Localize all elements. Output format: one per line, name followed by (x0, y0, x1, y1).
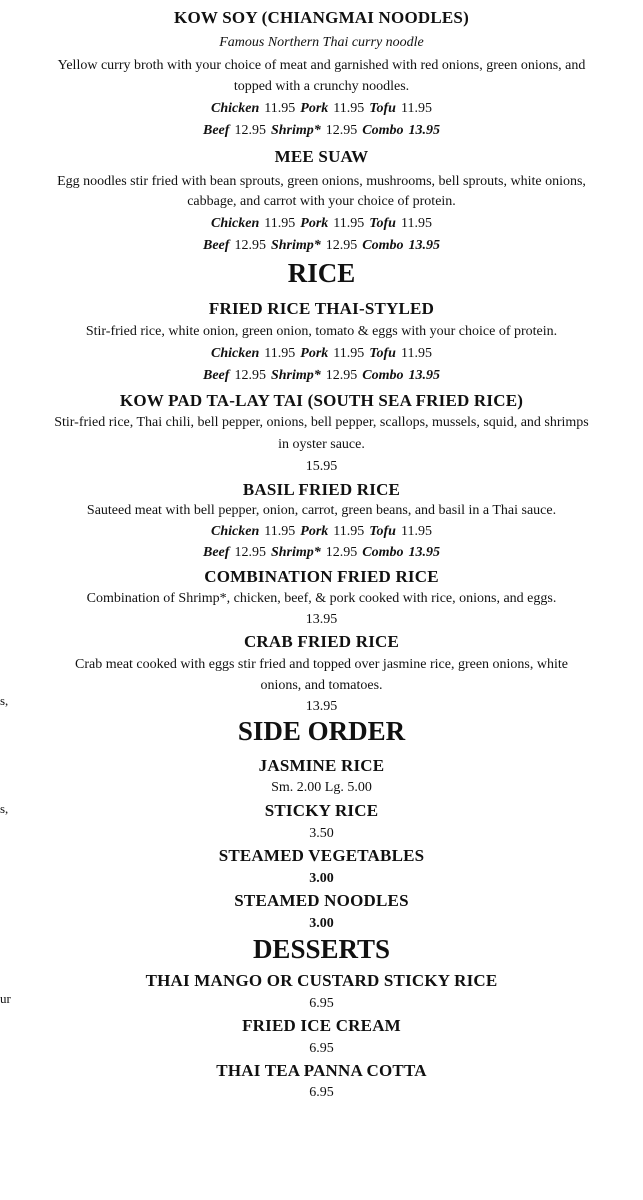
price-label: Combo (362, 238, 404, 253)
price-label: Tofu (369, 346, 396, 361)
item-title: STEAMED VEGETABLES (218, 846, 425, 865)
price-label: Beef (203, 545, 230, 560)
price-label: Shrimp* (270, 123, 321, 138)
price-value: 13.95 (408, 545, 440, 560)
item-title: BASIL FRIED RICE (242, 480, 401, 499)
price-row (0, 346, 643, 362)
price-label: Combo (362, 545, 404, 560)
item-price: 13.95 (305, 699, 338, 714)
item-title: THAI TEA PANNA COTTA (216, 1061, 427, 1080)
price-value: 13.95 (408, 123, 440, 138)
item-price: 3.50 (309, 826, 334, 841)
price-label: Pork (300, 216, 329, 231)
price-value: 12.95 (325, 238, 358, 253)
clipped-text-fragment: s, (0, 801, 9, 816)
price-value: 11.95 (400, 216, 432, 231)
price-label: Beef (203, 238, 230, 253)
section-heading: SIDE ORDER (237, 716, 406, 746)
price-label: Combo (362, 368, 404, 383)
price-value: 11.95 (400, 101, 432, 116)
price-value: 12.95 (325, 368, 358, 383)
item-subtitle: Famous Northern Thai curry noodle (219, 35, 424, 50)
price-value: 11.95 (333, 101, 365, 116)
price-value: 11.95 (264, 216, 296, 231)
price-value: 11.95 (333, 216, 365, 231)
item-price: 6.95 (309, 1085, 334, 1100)
price-value: 12.95 (234, 123, 266, 138)
item-title: JASMINE RICE (258, 756, 385, 775)
price-label: Tofu (369, 216, 396, 231)
item-price: 3.00 (309, 871, 334, 886)
price-label: Shrimp* (270, 368, 321, 383)
price-row (0, 545, 643, 561)
item-price: Sm. 2.00 Lg. 5.00 (271, 780, 372, 795)
item-description: Sauteed meat with bell pepper, onion, carrot, green beans, and basil in a Thai sauce. (86, 503, 557, 518)
item-price: 6.95 (309, 1041, 334, 1056)
price-row (0, 101, 643, 117)
item-price: 15.95 (305, 459, 338, 474)
item-description: Stir-fried rice, white onion, green onion, tomato & eggs with your choice of protein. (85, 324, 558, 339)
price-label: Pork (300, 524, 329, 539)
price-label: Combo (362, 123, 404, 138)
price-value: 13.95 (408, 368, 440, 383)
price-label: Pork (300, 346, 329, 361)
price-value: 11.95 (400, 346, 432, 361)
item-description: topped with a crunchy noodles. (233, 79, 410, 94)
price-label: Chicken (211, 346, 260, 361)
price-label: Chicken (211, 216, 260, 231)
item-title: FRIED ICE CREAM (242, 1016, 401, 1035)
item-price: 6.95 (309, 996, 334, 1011)
price-row (0, 368, 643, 384)
price-value: 12.95 (325, 545, 358, 560)
item-description: cabbage, and carrot with your choice of protein. (187, 194, 456, 209)
item-description: Yellow curry broth with your choice of meat and garnished with red onions, green onions, and (57, 58, 586, 73)
item-title: FRIED RICE THAI-STYLED (208, 299, 435, 318)
price-value: 11.95 (264, 524, 296, 539)
price-row (0, 216, 643, 232)
item-title: MEE SUAW (274, 147, 369, 166)
clipped-text-fragment: ur (0, 991, 11, 1006)
price-value: 11.95 (333, 346, 365, 361)
item-price: 13.95 (305, 612, 338, 627)
price-label: Tofu (369, 101, 396, 116)
price-value: 12.95 (234, 368, 266, 383)
price-label: Chicken (211, 524, 260, 539)
price-label: Beef (203, 123, 230, 138)
price-value: 12.95 (325, 123, 358, 138)
price-label: Beef (203, 368, 230, 383)
item-description: Crab meat cooked with eggs stir fried and topped over jasmine rice, green onions, white (75, 657, 568, 672)
price-label: Tofu (369, 524, 396, 539)
item-description: Combination of Shrimp*, chicken, beef, & pork cooked with rice, onions, and eggs. (86, 591, 557, 606)
price-value: 12.95 (234, 238, 266, 253)
item-title: COMBINATION FRIED RICE (204, 567, 439, 586)
price-value: 11.95 (264, 346, 296, 361)
item-description: Egg noodles stir fried with bean sprouts, green onions, mushrooms, bell sprouts, white onions, (57, 174, 586, 189)
item-description: Stir-fried rice, Thai chili, bell pepper, onions, bell pepper, scallops, mussels, squid, and shrimps (54, 415, 589, 430)
item-title: KOW PAD TA-LAY TAI (SOUTH SEA FRIED RICE) (119, 391, 524, 410)
price-label: Pork (300, 101, 329, 116)
item-description: onions, and tomatoes. (260, 678, 383, 693)
item-title: THAI MANGO OR CUSTARD STICKY RICE (145, 971, 498, 990)
item-title: STICKY RICE (264, 801, 379, 820)
item-title: KOW SOY (CHIANGMAI NOODLES) (174, 8, 469, 27)
price-row (0, 238, 643, 254)
item-description: in oyster sauce. (278, 437, 365, 452)
price-value: 11.95 (333, 524, 365, 539)
price-label: Shrimp* (270, 238, 321, 253)
section-heading: RICE (287, 258, 356, 288)
clipped-text-fragment: s, (0, 693, 9, 708)
price-row (0, 524, 643, 540)
section-heading: DESSERTS (252, 934, 391, 964)
price-label: Shrimp* (270, 545, 321, 560)
item-title: CRAB FRIED RICE (243, 632, 400, 651)
price-row (0, 123, 643, 139)
item-price: 3.00 (309, 916, 334, 931)
price-value: 12.95 (234, 545, 266, 560)
item-title: STEAMED NOODLES (234, 891, 409, 910)
price-value: 11.95 (400, 524, 432, 539)
price-value: 13.95 (408, 238, 440, 253)
price-label: Chicken (211, 101, 260, 116)
price-value: 11.95 (264, 101, 296, 116)
